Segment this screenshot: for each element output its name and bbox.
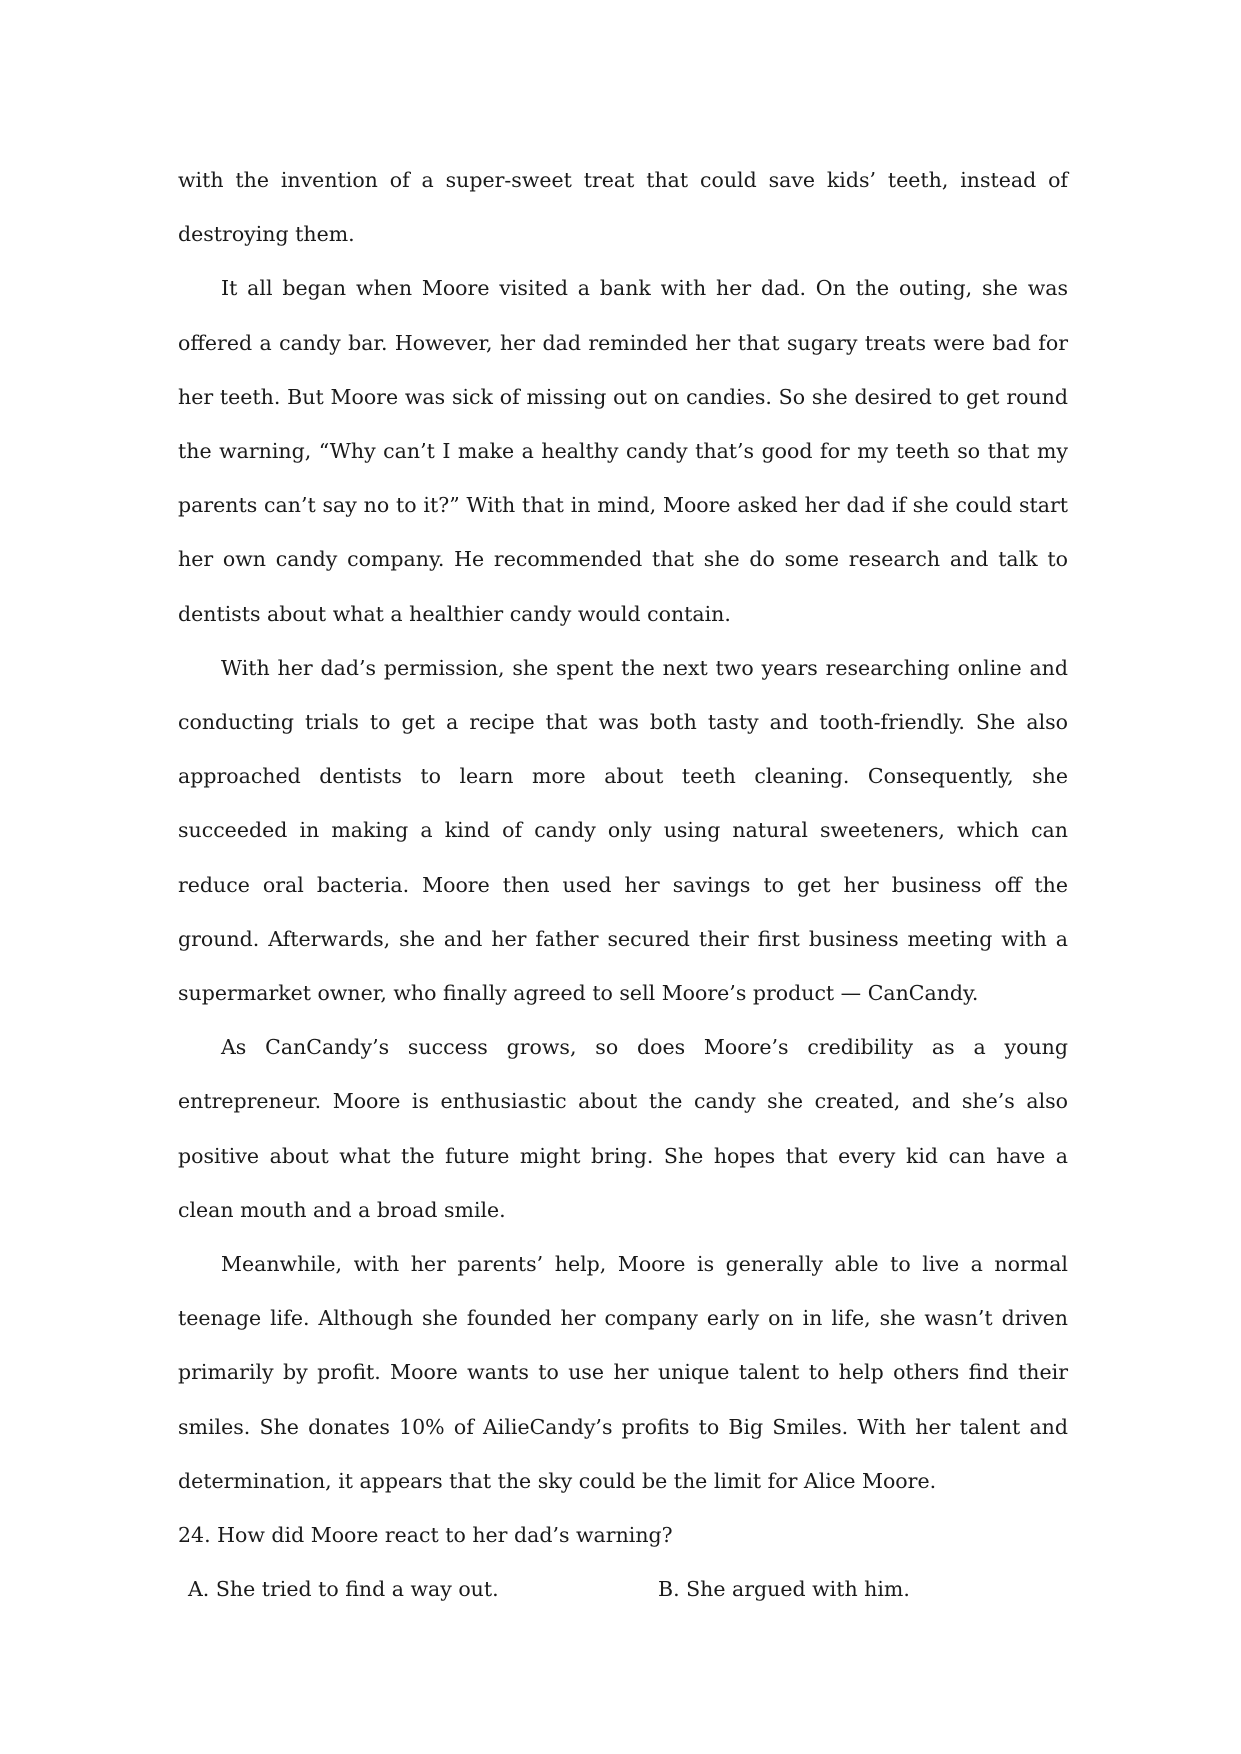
question-24: 24. How did Moore react to her dad’s warning? (178, 1523, 673, 1548)
question-24-options (178, 1562, 1068, 1616)
passage-paragraph-3: With her dad’s permission, she spent the next two years researching online and conducting trials to get a recipe that was both tasty and tooth-friendly. She also approached dentists to learn more about teeth cleaning. Consequently, she succeeded in making a kind of candy only using natural sweeteners, which can reduce oral bacteria. Moore then used her savings to get her business off the ground. Afterwards, she and her father secured their first business meeting with a supermarket owner, who finally agreed to sell Moore’s product — CanCandy. (178, 655, 1068, 1006)
option-a: A. She tried to find a way out. (188, 1577, 499, 1602)
passage-paragraph-2: It all began when Moore visited a bank with her dad. On the outing, she was offered a candy bar. However, her dad reminded her that sugary treats were bad for her teeth. But Moore was sick of missing out on candies. So she desired to get round the warning, “Why can’t I make a healthy candy that’s good for my teeth so that my parents can’t say no to it?” With that in mind, Moore asked her dad if she could start her own candy company. He recommended that she do some research and talk to dentists about what a healthier candy would contain. (178, 276, 1068, 626)
passage-paragraph-4: As CanCandy’s success grows, so does Moore’s credibility as a young entrepreneur. Moore is enthusiastic about the candy she created, and she’s also positive about what the future might bring. She hopes that every kid can have a clean mouth and a broad smile. (178, 1035, 1068, 1222)
passage-paragraph-5: Meanwhile, with her parents’ help, Moore is generally able to live a normal teenage life. Although she founded her company early on in life, she wasn’t driven primarily by profit. Moore wants to use her unique talent to help others find their smiles. She donates 10% of AilieCandy’s profits to Big Smiles. With her talent and determination, it appears that the sky could be the limit for Alice Moore. (178, 1252, 1068, 1493)
passage (178, 153, 1068, 1616)
option-b: B. She argued with him. (658, 1577, 910, 1602)
passage-paragraph-1: with the invention of a super-sweet treat that could save kids’ teeth, instead of destroying them. (178, 168, 1068, 247)
